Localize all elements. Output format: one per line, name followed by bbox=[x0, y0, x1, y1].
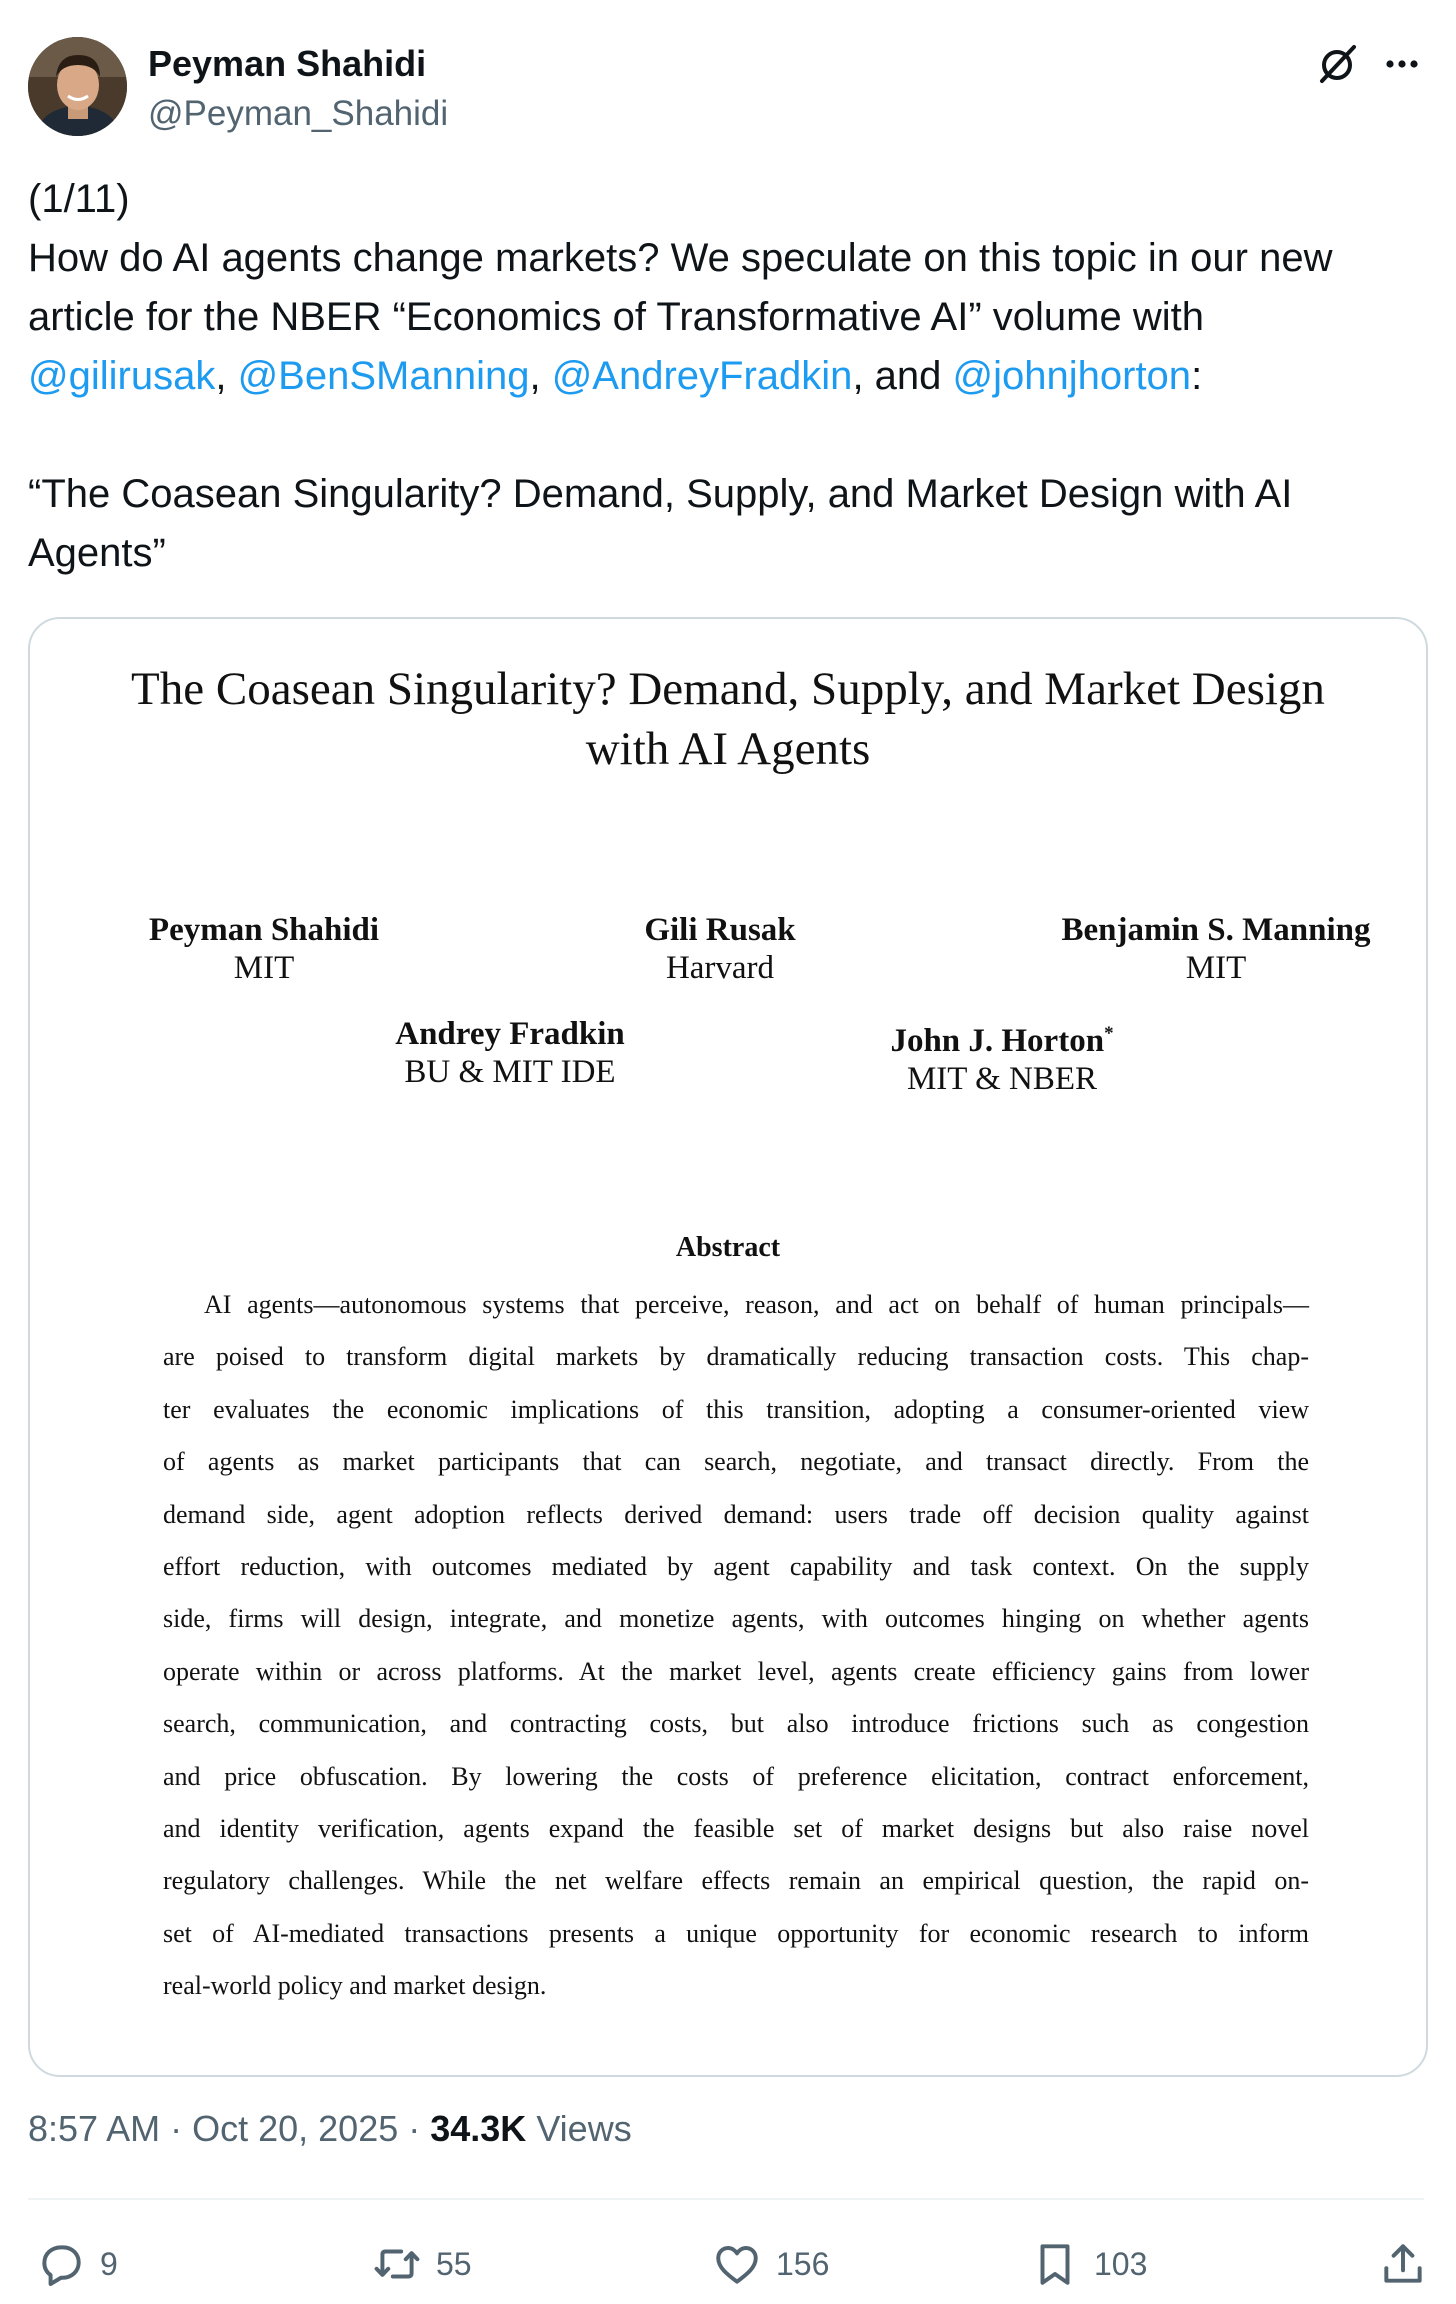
abstract-line: demand side, agent adoption reflects derived demand: users trade off decision quality against bbox=[163, 1499, 1309, 1529]
paper-author-affiliation: MIT bbox=[233, 950, 295, 986]
avatar[interactable] bbox=[28, 37, 127, 136]
paper-author bbox=[1030, 911, 1402, 987]
mention-separator: , bbox=[215, 354, 238, 398]
footnote-mark: * bbox=[1104, 1023, 1114, 1044]
paper-author-affiliation: MIT & NBER bbox=[906, 1061, 1098, 1097]
paper-author-affiliation: MIT bbox=[1185, 950, 1247, 986]
mention-link[interactable]: @johnjhorton bbox=[952, 354, 1192, 398]
divider bbox=[28, 2198, 1424, 2200]
thread-marker: (1/11) bbox=[28, 177, 130, 221]
views-label: Views bbox=[526, 2108, 632, 2149]
repost-count: 55 bbox=[436, 2245, 472, 2282]
abstract-line: AI agents—autonomous systems that perceive, reason, and act on behalf of human principals— bbox=[204, 1290, 1309, 1319]
like-button[interactable] bbox=[712, 2236, 829, 2292]
tweet-date[interactable]: Oct 20, 2025 bbox=[192, 2108, 399, 2149]
author-name[interactable]: Peyman Shahidi bbox=[148, 43, 427, 84]
reply-button[interactable] bbox=[36, 2236, 118, 2292]
paper-author bbox=[360, 1015, 660, 1091]
mention-separator: , bbox=[529, 354, 552, 398]
mention-link[interactable]: @gilirusak bbox=[28, 354, 216, 398]
paper-author bbox=[852, 1015, 1152, 1098]
abstract-line: set of AI-mediated transactions presents a unique opportunity for economic research to inform bbox=[163, 1918, 1309, 1948]
abstract-line: search, communication, and contracting costs, but also introduce frictions such as congestion bbox=[163, 1709, 1309, 1739]
views-count: 34.3K bbox=[430, 2108, 527, 2149]
abstract-line: operate within or across platforms. At the market level, agents create efficiency gains from lower bbox=[163, 1656, 1309, 1686]
abstract-line: ter evaluates the economic implications of this transition, adopting a consumer-oriented view bbox=[163, 1394, 1309, 1424]
reply-icon bbox=[36, 2239, 86, 2289]
mention-link[interactable]: @AndreyFradkin bbox=[551, 354, 853, 398]
mention-link[interactable]: @BenSManning bbox=[237, 354, 530, 398]
timestamp-row: 8:57 AM · Oct 20, 2025 · 34.3K Views bbox=[28, 2108, 632, 2149]
bookmark-button[interactable] bbox=[1030, 2236, 1147, 2292]
tweet-text bbox=[28, 170, 1428, 583]
paper-author-affiliation: BU & MIT IDE bbox=[404, 1054, 616, 1090]
bookmark-icon bbox=[1030, 2239, 1080, 2289]
paper-author-name: John J. Horton* bbox=[890, 1023, 1114, 1059]
abstract-line: regulatory challenges. While the net welfare effects remain an empirical question, the rapid on- bbox=[163, 1866, 1309, 1896]
more-icon[interactable] bbox=[1380, 42, 1424, 86]
bookmark-count: 103 bbox=[1094, 2245, 1148, 2282]
repost-button[interactable] bbox=[372, 2236, 472, 2292]
repost-icon bbox=[372, 2239, 422, 2289]
heart-icon bbox=[712, 2239, 762, 2289]
paper-title: The Coasean Singularity? Demand, Supply, and Market Design with AI Agents bbox=[131, 663, 1325, 775]
paper-author-affiliation: Harvard bbox=[665, 950, 775, 986]
abstract-line: side, firms will design, integrate, and monetize agents, with outcomes hinging on whether agents bbox=[163, 1604, 1309, 1634]
abstract-line: of agents as market participants that can search, negotiate, and transact directly. From the bbox=[163, 1447, 1309, 1477]
like-count: 156 bbox=[776, 2245, 830, 2282]
mentions-line bbox=[28, 347, 1428, 406]
avatar-photo bbox=[28, 37, 127, 136]
paper-author-name: Peyman Shahidi bbox=[148, 912, 380, 948]
paper-author bbox=[600, 911, 840, 987]
paper-quote: “The Coasean Singularity? Demand, Supply, and Market Design with AI bbox=[28, 472, 1293, 516]
share-button[interactable] bbox=[1378, 2236, 1428, 2292]
paper-author-name: Benjamin S. Manning bbox=[1061, 912, 1371, 948]
tweet-line: How do AI agents change markets? We speculate on this topic in our new bbox=[28, 236, 1333, 280]
abstract-heading: Abstract bbox=[675, 1232, 781, 1263]
author-handle[interactable]: @Peyman_Shahidi bbox=[148, 94, 449, 133]
abstract-line: are poised to transform digital markets by dramatically reducing transaction costs. This chap- bbox=[163, 1342, 1309, 1372]
mention-separator: : bbox=[1191, 354, 1203, 398]
abstract-line: real-world policy and market design. bbox=[163, 1971, 547, 2001]
share-icon bbox=[1378, 2239, 1428, 2289]
tweet-line: article for the NBER “Economics of Transformative AI” volume with bbox=[28, 295, 1204, 339]
paper-author bbox=[104, 911, 424, 987]
mention-separator: , and bbox=[852, 354, 953, 398]
grok-icon[interactable] bbox=[1316, 42, 1360, 86]
abstract-line: and identity verification, agents expand the feasible set of market designs but also raise novel bbox=[163, 1814, 1309, 1844]
paper-quote: Agents” bbox=[28, 531, 166, 575]
abstract-body bbox=[163, 1279, 1309, 2013]
attached-paper-image[interactable] bbox=[28, 617, 1428, 2077]
tweet-time[interactable]: 8:57 AM bbox=[28, 2108, 161, 2149]
abstract-line: effort reduction, with outcomes mediated by agent capability and task context. On the supply bbox=[163, 1552, 1309, 1582]
paper-author-name: Gili Rusak bbox=[644, 912, 796, 948]
reply-count: 9 bbox=[100, 2245, 118, 2282]
paper-author-name: Andrey Fradkin bbox=[395, 1016, 625, 1052]
abstract-line: and price obfuscation. By lowering the costs of preference elicitation, contract enforcement, bbox=[163, 1761, 1309, 1791]
